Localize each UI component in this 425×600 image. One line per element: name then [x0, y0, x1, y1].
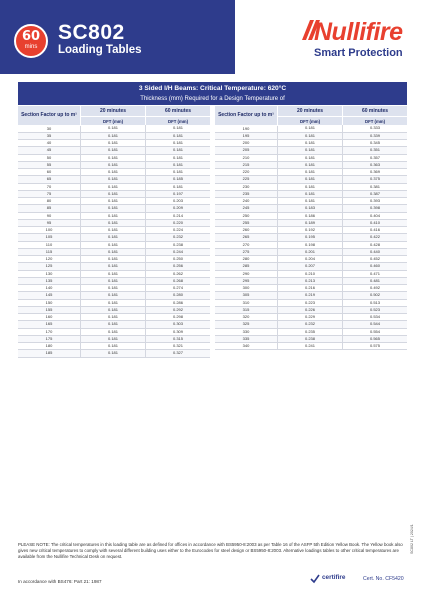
dft-20-cell: 0.181: [81, 190, 146, 197]
table-row: [215, 328, 407, 335]
dft-60-cell: 0.381: [343, 183, 408, 190]
table-row: [18, 285, 210, 292]
section-factor-cell: 45: [18, 147, 81, 154]
dft-60-cell: 0.181: [146, 147, 211, 154]
dft-60-cell: 0.214: [146, 212, 211, 219]
dft-60-cell: 0.181: [146, 140, 211, 147]
dft-60-cell: 0.181: [146, 161, 211, 168]
dft-60-cell: 0.220: [146, 219, 211, 226]
table-row: [215, 190, 407, 197]
table-row: [215, 256, 407, 263]
dft-20-cell: 0.181: [81, 314, 146, 321]
dft-60-cell: 0.203: [146, 198, 211, 205]
dft-60-cell: 0.523: [343, 306, 408, 313]
section-factor-cell: 190: [215, 125, 278, 132]
section-factor-cell: 265: [215, 234, 278, 241]
dft-60-cell: 0.224: [146, 227, 211, 234]
table-row: [18, 350, 210, 357]
section-factor-cell: 200: [215, 140, 278, 147]
section-factor-cell: 165: [18, 321, 81, 328]
section-factor-header: Section Factor up to m¹: [18, 106, 81, 125]
table-row: [18, 169, 210, 176]
table-banner: [18, 82, 407, 105]
table-row: [215, 205, 407, 212]
section-factor-cell: 125: [18, 263, 81, 270]
dft-60-cell: 0.181: [146, 169, 211, 176]
dft-20-cell: 0.181: [278, 140, 343, 147]
dft-20-cell: 0.229: [278, 314, 343, 321]
table-row: [18, 183, 210, 190]
dft-20-cell: 0.181: [81, 277, 146, 284]
table-row: [18, 125, 210, 132]
dft-60-cell: 0.298: [146, 314, 211, 321]
dft-60-cell: 0.315: [146, 335, 211, 342]
table-row: [18, 248, 210, 255]
table-row: [215, 154, 407, 161]
table-row: [215, 212, 407, 219]
dft-20-cell: 0.181: [81, 132, 146, 139]
table-row: [18, 256, 210, 263]
dft-20-cell: 0.181: [81, 219, 146, 226]
table-body-right: [215, 125, 407, 350]
certifire-logo: certifire: [322, 574, 346, 581]
dft-60-cell: 0.309: [146, 328, 211, 335]
dft-20-cell: 0.181: [81, 212, 146, 219]
dft-20-cell: 0.181: [81, 183, 146, 190]
dft-20-cell: 0.181: [278, 132, 343, 139]
badge-unit: mins: [24, 44, 38, 50]
section-factor-cell: 100: [18, 227, 81, 234]
dft-60-cell: 0.416: [343, 227, 408, 234]
table-row: [18, 227, 210, 234]
dft-20-cell: 0.181: [81, 241, 146, 248]
dft-20-cell: 0.235: [278, 328, 343, 335]
dft-60-cell: 0.185: [146, 176, 211, 183]
dft-60-cell: 0.209: [146, 205, 211, 212]
banner-subtitle: Thickness (mm) Required for a Design Temperature of: [140, 96, 285, 102]
dft-20-cell: 0.181: [81, 234, 146, 241]
dft-60-cell: 0.369: [343, 169, 408, 176]
dft-60-cell: 0.197: [146, 190, 211, 197]
dft-60-cell: 0.250: [146, 256, 211, 263]
table-row: [18, 140, 210, 147]
dft-60-cell: 0.492: [343, 285, 408, 292]
section-factor-header: Section Factor up to m¹: [215, 106, 278, 125]
section-factor-cell: 65: [18, 176, 81, 183]
dft-20-cell: 0.210: [278, 270, 343, 277]
dft-20-cell: 0.207: [278, 263, 343, 270]
dft-60-cell: 0.393: [343, 198, 408, 205]
dft-60-cell: 0.375: [343, 176, 408, 183]
table-row: [18, 314, 210, 321]
standard-reference: In accordance with BS476: Part 21: 1987: [18, 579, 102, 584]
dft-60-cell: 0.244: [146, 248, 211, 255]
section-factor-cell: 95: [18, 219, 81, 226]
dft-20-cell: 0.181: [278, 190, 343, 197]
dft-60-cell: 0.471: [343, 270, 408, 277]
table-row: [215, 147, 407, 154]
section-factor-cell: 140: [18, 285, 81, 292]
dft-60-cell: 0.351: [343, 147, 408, 154]
table-row: [215, 299, 407, 306]
col-60-header: 60 minutes: [343, 106, 408, 117]
table-row: [18, 299, 210, 306]
dft-60-cell: 0.460: [343, 263, 408, 270]
dft-20-cell: 0.181: [278, 198, 343, 205]
dft-20-cell: 0.226: [278, 306, 343, 313]
brand-tagline: Smart Protection: [314, 47, 403, 59]
table-row: [18, 343, 210, 350]
dft-20-cell: 0.181: [278, 147, 343, 154]
dft-20-cell: 0.223: [278, 299, 343, 306]
section-factor-cell: 185: [18, 350, 81, 357]
section-factor-cell: 210: [215, 154, 278, 161]
table-row: [215, 263, 407, 270]
table-row: [18, 263, 210, 270]
dft-20-cell: 0.181: [81, 350, 146, 357]
dft-20-cell: 0.186: [278, 212, 343, 219]
dft-20-cell: 0.189: [278, 219, 343, 226]
section-factor-cell: 160: [18, 314, 81, 321]
table-row: [215, 219, 407, 226]
section-factor-cell: 30: [18, 125, 81, 132]
dft-20-cell: 0.183: [278, 205, 343, 212]
col-20-header: 20 minutes: [81, 106, 146, 117]
section-factor-cell: 290: [215, 270, 278, 277]
dft-20-cell: 0.181: [81, 205, 146, 212]
table-row: [18, 147, 210, 154]
dft-60-cell: 0.181: [146, 132, 211, 139]
dft-60-cell: 0.345: [343, 140, 408, 147]
page-header: [0, 0, 425, 74]
dft-60-cell: 0.554: [343, 328, 408, 335]
dft-60-cell: 0.452: [343, 256, 408, 263]
table-row: [18, 321, 210, 328]
dft-60-cell: 0.274: [146, 285, 211, 292]
table-row: [215, 285, 407, 292]
section-factor-cell: 240: [215, 198, 278, 205]
section-factor-cell: 110: [18, 241, 81, 248]
section-factor-cell: 235: [215, 190, 278, 197]
dft-20-cell: 0.181: [81, 292, 146, 299]
dft-60-cell: 0.404: [343, 212, 408, 219]
table-row: [215, 169, 407, 176]
dft-20-cell: 0.181: [81, 306, 146, 313]
dft-20-cell: 0.241: [278, 343, 343, 350]
dft-60-cell: 0.513: [343, 299, 408, 306]
table-row: [215, 292, 407, 299]
table-row: [215, 198, 407, 205]
table-row: [18, 292, 210, 299]
document-code: SC802 LT | 2024/1: [410, 524, 414, 554]
dft-20-cell: 0.181: [278, 183, 343, 190]
dft-20-cell: 0.181: [81, 169, 146, 176]
table-row: [215, 125, 407, 132]
table-row: [215, 176, 407, 183]
section-factor-cell: 280: [215, 256, 278, 263]
dft-60-cell: 0.280: [146, 292, 211, 299]
section-factor-cell: 295: [215, 277, 278, 284]
dft-60-cell: 0.333: [343, 125, 408, 132]
table-row: [215, 335, 407, 342]
section-factor-cell: 35: [18, 132, 81, 139]
section-factor-cell: 340: [215, 343, 278, 350]
col-60-header: 60 minutes: [146, 106, 211, 117]
table-row: [215, 241, 407, 248]
dft-20-cell: 0.181: [81, 227, 146, 234]
cert-number: Cert. No. CF5420: [363, 576, 404, 582]
section-factor-cell: 275: [215, 248, 278, 255]
dft-header: DFT (mm): [278, 117, 343, 126]
dft-60-cell: 0.181: [146, 125, 211, 132]
section-factor-cell: 215: [215, 161, 278, 168]
table-row: [215, 227, 407, 234]
dft-20-cell: 0.181: [81, 161, 146, 168]
dft-header: DFT (mm): [81, 117, 146, 126]
table-row: [215, 306, 407, 313]
page-subtitle: Loading Tables: [58, 44, 142, 56]
section-factor-cell: 120: [18, 256, 81, 263]
dft-60-cell: 0.303: [146, 321, 211, 328]
dft-20-cell: 0.198: [278, 241, 343, 248]
section-factor-cell: 40: [18, 140, 81, 147]
dft-20-cell: 0.181: [81, 299, 146, 306]
section-factor-cell: 175: [18, 335, 81, 342]
dft-60-cell: 0.232: [146, 234, 211, 241]
section-factor-cell: 55: [18, 161, 81, 168]
table-row: [215, 270, 407, 277]
dft-20-cell: 0.181: [81, 343, 146, 350]
dft-20-cell: 0.204: [278, 256, 343, 263]
dft-60-cell: 0.262: [146, 270, 211, 277]
dft-20-cell: 0.181: [81, 198, 146, 205]
dft-60-cell: 0.502: [343, 292, 408, 299]
section-factor-cell: 255: [215, 219, 278, 226]
dft-60-cell: 0.181: [146, 183, 211, 190]
dft-60-cell: 0.339: [343, 132, 408, 139]
dft-60-cell: 0.292: [146, 306, 211, 313]
table-row: [18, 154, 210, 161]
dft-20-cell: 0.181: [81, 176, 146, 183]
dft-20-cell: 0.181: [278, 169, 343, 176]
section-factor-cell: 50: [18, 154, 81, 161]
section-factor-cell: 150: [18, 299, 81, 306]
dft-20-cell: 0.216: [278, 285, 343, 292]
table-row: [215, 343, 407, 350]
dft-20-cell: 0.201: [278, 248, 343, 255]
section-factor-cell: 135: [18, 277, 81, 284]
section-factor-cell: 220: [215, 169, 278, 176]
table-row: [18, 212, 210, 219]
section-factor-cell: 260: [215, 227, 278, 234]
section-factor-cell: 310: [215, 299, 278, 306]
dft-20-cell: 0.181: [81, 256, 146, 263]
section-factor-cell: 180: [18, 343, 81, 350]
dft-60-cell: 0.565: [343, 335, 408, 342]
dft-60-cell: 0.357: [343, 154, 408, 161]
banner-title: 3 Sided I/H Beams: Critical Temperature: 620°C: [138, 85, 287, 92]
certifire-icon: [310, 574, 320, 584]
table-row: [18, 176, 210, 183]
dft-20-cell: 0.181: [278, 154, 343, 161]
section-factor-cell: 330: [215, 328, 278, 335]
section-factor-cell: 115: [18, 248, 81, 255]
section-factor-cell: 75: [18, 190, 81, 197]
section-factor-cell: 170: [18, 328, 81, 335]
section-factor-cell: 300: [215, 285, 278, 292]
dft-20-cell: 0.181: [81, 270, 146, 277]
col-20-header: 20 minutes: [278, 106, 343, 117]
section-factor-cell: 145: [18, 292, 81, 299]
dft-20-cell: 0.181: [81, 328, 146, 335]
section-factor-cell: 270: [215, 241, 278, 248]
dft-60-cell: 0.286: [146, 299, 211, 306]
dft-60-cell: 0.544: [343, 321, 408, 328]
table-row: [215, 277, 407, 284]
section-factor-cell: 90: [18, 212, 81, 219]
section-factor-cell: 225: [215, 176, 278, 183]
section-factor-cell: 230: [215, 183, 278, 190]
dft-20-cell: 0.181: [81, 285, 146, 292]
dft-60-cell: 0.321: [146, 343, 211, 350]
badge-number: 60: [21, 29, 41, 44]
dft-60-cell: 0.387: [343, 190, 408, 197]
dft-20-cell: 0.181: [278, 161, 343, 168]
section-factor-cell: 305: [215, 292, 278, 299]
table-row: [18, 241, 210, 248]
dft-20-cell: 0.181: [81, 321, 146, 328]
dft-20-cell: 0.181: [81, 147, 146, 154]
table-row: [18, 277, 210, 284]
table-row: [18, 270, 210, 277]
table-row: [18, 161, 210, 168]
table-row: [18, 306, 210, 313]
table-row: [215, 183, 407, 190]
dft-20-cell: 0.195: [278, 234, 343, 241]
table-row: [215, 132, 407, 139]
table-row: [18, 234, 210, 241]
table-row: [215, 321, 407, 328]
duration-badge: [14, 24, 48, 58]
dft-20-cell: 0.213: [278, 277, 343, 284]
brand-name: Nullifire: [314, 18, 403, 46]
table-row: [18, 205, 210, 212]
dft-header: DFT (mm): [146, 117, 211, 126]
dft-60-cell: 0.481: [343, 277, 408, 284]
dft-60-cell: 0.256: [146, 263, 211, 270]
dft-20-cell: 0.238: [278, 335, 343, 342]
dft-60-cell: 0.363: [343, 161, 408, 168]
section-factor-cell: 320: [215, 314, 278, 321]
dft-60-cell: 0.440: [343, 248, 408, 255]
section-factor-cell: 85: [18, 205, 81, 212]
dft-60-cell: 0.422: [343, 234, 408, 241]
dft-20-cell: 0.232: [278, 321, 343, 328]
dft-60-cell: 0.268: [146, 277, 211, 284]
table-row: [215, 248, 407, 255]
section-factor-cell: 335: [215, 335, 278, 342]
table-body-left: [18, 125, 210, 357]
table-row: [215, 234, 407, 241]
table-row: [215, 161, 407, 168]
table-row: [18, 219, 210, 226]
section-factor-cell: 155: [18, 306, 81, 313]
section-factor-cell: 60: [18, 169, 81, 176]
section-factor-cell: 315: [215, 306, 278, 313]
dft-20-cell: 0.181: [81, 125, 146, 132]
loading-table-left: [18, 106, 210, 358]
dft-20-cell: 0.181: [81, 154, 146, 161]
section-factor-cell: 195: [215, 132, 278, 139]
table-row: [18, 190, 210, 197]
table-row: [18, 198, 210, 205]
section-factor-cell: 70: [18, 183, 81, 190]
dft-20-cell: 0.181: [81, 248, 146, 255]
section-factor-cell: 80: [18, 198, 81, 205]
section-factor-cell: 325: [215, 321, 278, 328]
page-title: SC802: [58, 21, 125, 44]
dft-60-cell: 0.327: [146, 350, 211, 357]
section-factor-cell: 130: [18, 270, 81, 277]
dft-20-cell: 0.181: [81, 335, 146, 342]
dft-60-cell: 0.428: [343, 241, 408, 248]
section-factor-cell: 105: [18, 234, 81, 241]
dft-20-cell: 0.181: [81, 140, 146, 147]
dft-60-cell: 0.534: [343, 314, 408, 321]
dft-60-cell: 0.238: [146, 241, 211, 248]
section-factor-cell: 285: [215, 263, 278, 270]
dft-20-cell: 0.181: [81, 263, 146, 270]
dft-20-cell: 0.181: [278, 125, 343, 132]
table-row: [18, 335, 210, 342]
critical-temperature-note: PLEASE NOTE: The critical temperatures in this loading table are as defined for offices in accordance with BS5950-8:2003 as per Table 16 of the ASFP 5th Edition Yellow Book. The Yellow book also gives new critical temperatures to comply with several different building uses either to the Eurocodes for steel design or BS5950-8:2003. Alternative loadings tables to other critical temperatures are available from the Nullifire Technical Desk on request.: [18, 542, 403, 559]
table-row: [18, 132, 210, 139]
section-factor-cell: 245: [215, 205, 278, 212]
loading-table-right: [215, 106, 407, 350]
dft-60-cell: 0.181: [146, 154, 211, 161]
dft-20-cell: 0.192: [278, 227, 343, 234]
dft-60-cell: 0.398: [343, 205, 408, 212]
dft-header: DFT (mm): [343, 117, 408, 126]
dft-60-cell: 0.410: [343, 219, 408, 226]
table-row: [215, 314, 407, 321]
table-row: [18, 328, 210, 335]
dft-20-cell: 0.219: [278, 292, 343, 299]
section-factor-cell: 250: [215, 212, 278, 219]
dft-60-cell: 0.575: [343, 343, 408, 350]
table-row: [215, 140, 407, 147]
section-factor-cell: 205: [215, 147, 278, 154]
dft-20-cell: 0.181: [278, 176, 343, 183]
